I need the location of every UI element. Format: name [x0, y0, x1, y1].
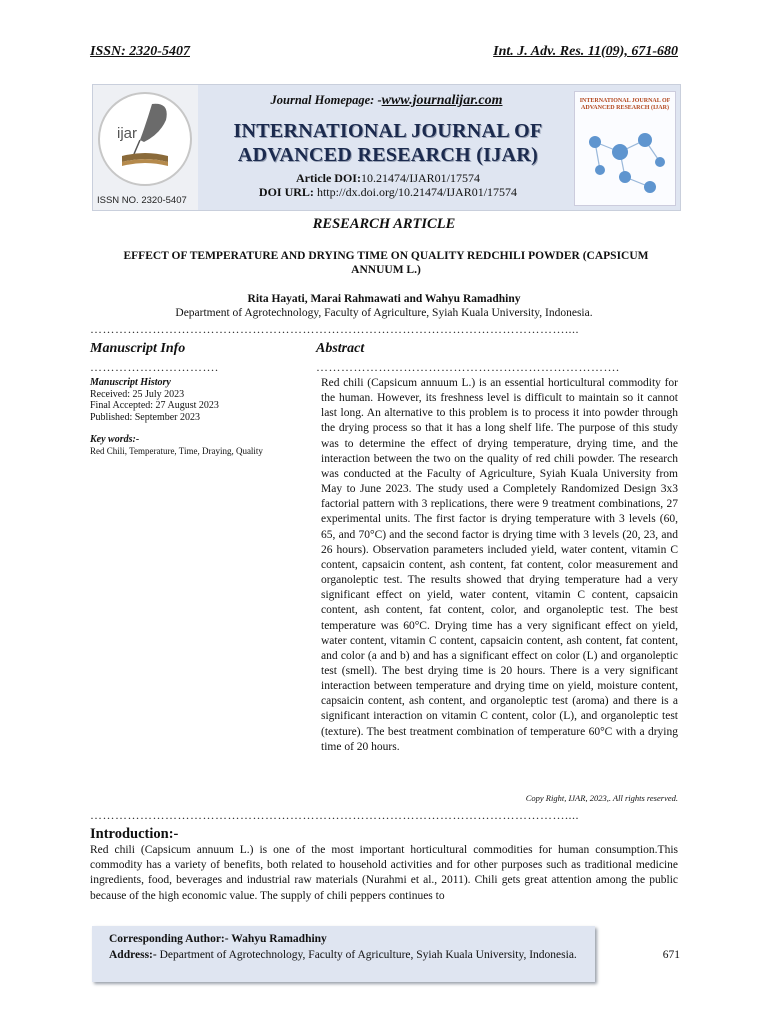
keywords-label: Key words:-	[90, 434, 140, 445]
article-doi: 10.21474/IJAR01/17574	[360, 171, 480, 185]
article-doi-label: Article DOI:	[296, 171, 361, 185]
doi-url-link[interactable]: http://dx.doi.org/10.21474/IJAR01/17574	[316, 185, 518, 199]
article-type: RESEARCH ARTICLE	[312, 216, 456, 232]
history-label: Manuscript History	[90, 377, 171, 388]
homepage-label: Journal Homepage: -	[270, 93, 382, 107]
dotted-divider-bottom: ……………………………………………………………………………………………………....	[90, 808, 579, 822]
cover-title: INTERNATIONAL JOURNAL OF ADVANCED RESEARCH (IJAR)	[579, 98, 671, 111]
introduction-text: Red chili (Capsicum annuum L.) is one of the most important horticultural commodities for human consumption.This commodity has a variety of benefits, both related to household activities and for other purposes such as traditional medicine ingredients, food, beverages and industrial raw materials (Nurahmi et al., 2011). Chili gets great attention among the public because of the high economic value. The supply of chili peppers continues to	[90, 844, 678, 902]
corresponding-address	[109, 948, 581, 963]
doi-url-label: DOI URL:	[258, 185, 314, 199]
issn-label: ISSN: 2320-5407	[90, 44, 190, 59]
paper-title	[92, 249, 680, 277]
citation-label: Int. J. Adv. Res. 11(09), 671-680	[493, 44, 678, 59]
received-date: Received: 25 July 2023	[90, 388, 185, 400]
address-text: Department of Agrotechnology, Faculty of Agriculture, Syiah Kuala University, Indonesia.	[156, 949, 577, 961]
homepage-link[interactable]: www.journalijar.com	[381, 93, 503, 108]
copyright: Copy Right, IJAR, 2023,. All rights reserved.	[525, 793, 678, 803]
logo-issn: ISSN NO. 2320-5407	[97, 195, 187, 206]
paper-title-line2: ANNUUM L.)	[351, 264, 421, 276]
journal-title-line1: INTERNATIONAL JOURNAL OF	[233, 120, 543, 142]
accepted-date: Final Accepted: 27 August 2023	[90, 400, 219, 411]
corresponding-author: Corresponding Author:- Wahyu Ramadhiny	[109, 933, 327, 945]
journal-cover-image	[574, 91, 676, 206]
molecule-icon	[575, 92, 675, 205]
affiliation: Department of Agrotechnology, Faculty of Agriculture, Syiah Kuala University, Indonesia.	[175, 307, 593, 319]
authors: Rita Hayati, Marai Rahmawati and Wahyu Ramadhiny	[247, 293, 521, 305]
published-date: Published: September 2023	[90, 411, 200, 423]
keywords: Red Chili, Temperature, Time, Draying, Quality	[90, 445, 263, 456]
paper-title-line1: EFFECT OF TEMPERATURE AND DRYING TIME ON QUALITY REDCHILI POWDER (CAPSICUM	[123, 250, 649, 262]
dotted-divider-info: ………………………….	[90, 360, 219, 374]
introduction-heading: Introduction:-	[90, 826, 179, 842]
dotted-divider-abstract: ……………………………………………………………….	[316, 360, 620, 374]
corresponding-author-box	[92, 926, 595, 982]
address-label: Address:-	[109, 949, 157, 961]
logo-text: ijar	[117, 125, 138, 142]
manuscript-info	[90, 377, 290, 457]
manuscript-info-heading: Manuscript Info	[90, 341, 186, 356]
journal-title	[203, 119, 573, 167]
journal-title-line2: ADVANCED RESEARCH (IJAR)	[237, 144, 539, 166]
abstract-text: Red chili (Capsicum annuum L.) is an essential horticultural commodity for the human. However, its freshness level is difficult to maintain so it cannot last long. An alternative to this problem is to process it into powder through the drying process so that it has a long shelf life. The purpose of this study was to determine the effect of drying temperature, drying time, and the interaction between the two on the quality of red chili powder. The research was conducted at the Faculty of Agriculture, Syiah Kuala University from May to June 2023. The study used a Completely Randomized Design 3x3 factorial pattern with 3 replications, there were 9 treatment combinations, 27 experimental units. The first factor is drying temperature with 3 levels (60, 65, and 70°C) and the second factor is drying time with 3 levels (20, 23, and 26 hours). Observation parameters included yield, water content, vitamin C content, capsaicin content, ash content, fat content, color measurement and organoleptic test. The results showed that drying temperature had a very significant effect on yield, water content, vitamin C content, capsaicin content, ash content, fat content, color, and organoleptic test. The best temperature was 60°C. Drying time has a very significant effect on yield, water content, vitamin C content, capsaicin content, ash content, fat content, and color (a and b) and has a significant effect on color (L) and organoleptic test (smell). The best drying time is 20 hours. There is a very significant interaction between temperature and drying time on yield, moisture content, capsaicin content, ash content, and organoleptic test (aroma) and there is a significant interaction on vitamin C content, color (L), and organoleptic test (texture). The best treatment combination of temperature 60°C with a drying time of 20 hours.	[321, 377, 678, 753]
dotted-divider-top: ……………………………………………………………………………………………………....	[90, 322, 579, 336]
abstract-heading: Abstract	[316, 341, 365, 356]
running-header	[90, 44, 678, 64]
journal-banner	[92, 84, 681, 211]
page-number: 671	[662, 949, 680, 961]
doi-block	[203, 171, 573, 199]
